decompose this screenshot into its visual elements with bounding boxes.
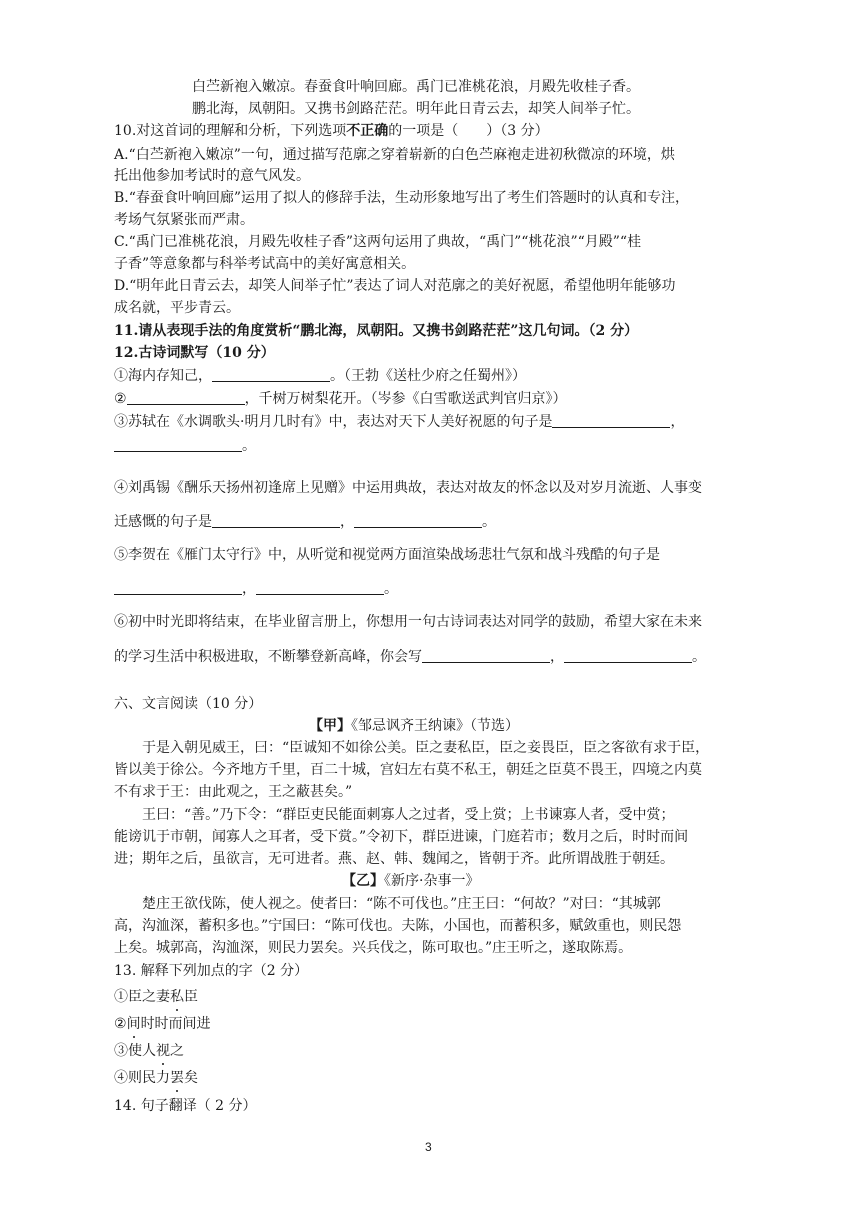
q12-punct: 。: [692, 649, 706, 665]
passage-jia-p2-cont: 进；期年之后，虽欲言，无可进者。燕、赵、韩、魏闻之，皆朝于齐。此所谓战胜于朝廷。: [114, 851, 674, 867]
q12-item-6: ⑥初中时光即将结束，在毕业留言册上，你想用一句古诗词表达对同学的鼓励，希望大家在未来: [114, 614, 702, 630]
q12-item-4-text: 迁感慨的句子是: [114, 514, 212, 530]
question-12-title: 12.古诗词默写（10 分）: [114, 345, 275, 361]
q12-item-6-cont: [114, 647, 706, 667]
q10-option-c-cont: 子香”等意象都与科举考试高中的美好寓意相关。: [114, 256, 416, 272]
q12-item-2: [114, 389, 567, 409]
q12-item-6-text: 的学习生活中积极进取，不断攀登新高峰，你会写: [114, 649, 422, 665]
passage-jia-p1-cont: 不有求于王：由此观之，王之蔽甚矣。”: [114, 784, 353, 800]
answer-blank[interactable]: [564, 648, 692, 663]
passage-jia-p2-cont: 能谤讥于市朝，闻寡人之耳者，受下赏。”令初下，群臣进谏，门庭若市；数月之后，时时而间: [114, 829, 689, 845]
passage-yi-tag: 【乙】: [342, 873, 384, 889]
q13-item-text: ②: [114, 1016, 127, 1032]
dotted-character: 私: [170, 989, 184, 1005]
q10-option-d-cont: 成名就，平步青云。: [114, 300, 240, 316]
q12-punct: ，: [340, 514, 354, 530]
passage-jia-title: [309, 716, 519, 736]
q13-item-text: ③使人: [114, 1043, 156, 1059]
q13-item-text: ①臣之妻: [114, 989, 170, 1005]
passage-jia-p1: 于是入朝见威王，曰：“臣诚知不如徐公美。臣之妻私臣，臣之妾畏臣，臣之客欲有求于臣，: [142, 740, 710, 756]
question-10-stem: [114, 121, 549, 141]
q13-item-4: [114, 1068, 198, 1088]
q12-punct: ，: [550, 649, 564, 665]
dotted-character: 间: [126, 1016, 141, 1032]
q12-item-3: [114, 412, 684, 432]
answer-blank[interactable]: [256, 580, 384, 595]
answer-blank[interactable]: [127, 390, 245, 405]
passage-yi-p1-cont: 高，沟洫深，蓄积多也。”宁国曰：“陈可伐也。夫陈，小国也，而蓄积多，赋敛重也，则民怨: [114, 918, 682, 934]
q12-item-2-num: ②: [114, 391, 127, 407]
passage-jia-name: 《邹忌讽齐王纳谏》（节选）: [351, 718, 519, 734]
poem-line-1: 白苎新袍入嫩凉。春蚕食叶响回廊。禹门已准桃花浪，月殿先收桂子香。: [192, 79, 640, 95]
q13-item-1: [114, 987, 198, 1007]
q13-item-text: 矣: [184, 1070, 198, 1086]
answer-blank[interactable]: [552, 413, 670, 428]
passage-yi-p1-cont: 上矣。城郭高，沟洫深，则民力罢矣。兴兵伐之，陈可取也。”庄王听之，遂取陈焉。: [114, 940, 633, 956]
q10-option-a: A.“白苎新袍入嫩凉”一句，通过描写范廓之穿着崭新的白色苎麻袍走进初秋微凉的环境，烘: [114, 147, 675, 163]
passage-yi-p1: 楚庄王欲伐陈，使人视之。使者曰：“陈不可伐也。”庄王曰：“何故？”对曰：“其城郭: [142, 896, 661, 912]
q12-item-4-cont: [114, 512, 496, 532]
q12-item-2-text: ，千树万树梨花开。（岑参《白雪歌送武判官归京》）: [244, 391, 567, 407]
q13-item-3: [114, 1041, 184, 1061]
q13-item-2: [114, 1014, 211, 1034]
answer-blank[interactable]: [354, 513, 482, 528]
q12-item-5: ⑤李贺在《雁门太守行》中，从听觉和视觉两方面渲染战场悲壮气氛和战斗残酷的句子是: [114, 547, 660, 563]
question-11: 11.请从表现手法的角度赏析“鹏北海，凤朝阳。又携书剑路茫茫”这几句词。（2 分）: [114, 323, 639, 339]
dotted-character: 罢: [170, 1070, 184, 1086]
q12-item-5-cont: [114, 579, 398, 599]
q13-item-text: 时时而间进: [140, 1016, 211, 1032]
q10-option-d: D.“明年此日青云去，却笑人间举子忙”表达了词人对范廓之的美好祝愿，希望他明年能够功: [114, 278, 676, 294]
q13-item-text: 臣: [184, 989, 198, 1005]
q12-item-3-cont: [114, 436, 256, 456]
q12-item-1-source: 。（王勃《送杜少府之任蜀州》）: [330, 368, 526, 384]
q10-stem-text: 10.对这首词的理解和分析，下列选项: [114, 123, 347, 139]
q10-option-b-cont: 考场气氛紧张而严肃。: [114, 212, 254, 228]
section-6-title: 六、文言阅读（10 分）: [114, 696, 263, 712]
q10-emphasis: 不正确: [346, 123, 389, 139]
answer-blank[interactable]: [212, 367, 330, 382]
q10-option-b: B.“春蚕食叶响回廊”运用了拟人的修辞手法，生动形象地写出了考生们答题时的认真和专注，: [114, 190, 690, 206]
question-13-title: 13. 解释下列加点的字（2 分）: [114, 963, 309, 979]
passage-yi-name: 《新序·杂事一》: [384, 873, 480, 889]
page-number: 3: [425, 1140, 432, 1154]
q12-item-3-text: ③苏轼在《水调歌头·明月几时有》中，表达对天下人美好祝愿的句子是: [114, 414, 553, 430]
poem-line-2: 鹏北海，凤朝阳。又携书剑路茫茫。明年此日青云去，却笑人间举子忙。: [192, 101, 640, 117]
q12-punct: 。: [384, 581, 398, 597]
q12-item-4: ④刘禹锡《酬乐天扬州初逢席上见赠》中运用典故，表达对故友的怀念以及对岁月流逝、人事变: [114, 480, 702, 496]
dotted-character: 视: [156, 1043, 170, 1059]
q12-punct: ，: [670, 414, 685, 430]
q13-item-text: 之: [170, 1043, 184, 1059]
q10-option-c: C.“禹门已准桃花浪，月殿先收桂子香”这两句运用了典故，“禹门”“桃花浪”“月殿”“桂: [114, 234, 642, 250]
q12-item-1: [114, 366, 526, 386]
answer-blank[interactable]: [422, 648, 550, 663]
passage-yi-title: [342, 871, 479, 891]
passage-jia-tag: 【甲】: [309, 718, 351, 734]
passage-jia-p1-cont: 皆以美于徐公。今齐地方千里，百二十城，宫妇左右莫不私王，朝廷之臣莫不畏王，四境之内莫: [114, 762, 702, 778]
answer-blank[interactable]: [212, 513, 340, 528]
q12-punct: ，: [242, 581, 256, 597]
passage-jia-p2: 王曰：“善。”乃下令：“群臣吏民能面刺寡人之过者，受上赏；上书谏寡人者，受中赏；: [142, 807, 675, 823]
q10-stem-end: 的一项是（ ）（3 分）: [388, 123, 549, 139]
answer-blank[interactable]: [114, 437, 242, 452]
q10-option-a-cont: 托出他参加考试时的意气风发。: [114, 168, 310, 184]
q12-item-1-text: ①海内存知己，: [114, 368, 212, 384]
q12-punct: 。: [482, 514, 496, 530]
question-14-title: 14. 句子翻译（ 2 分）: [114, 1098, 257, 1114]
q13-item-text: ④则民力: [114, 1070, 170, 1086]
answer-blank[interactable]: [114, 580, 242, 595]
q12-punct: 。: [242, 438, 256, 454]
